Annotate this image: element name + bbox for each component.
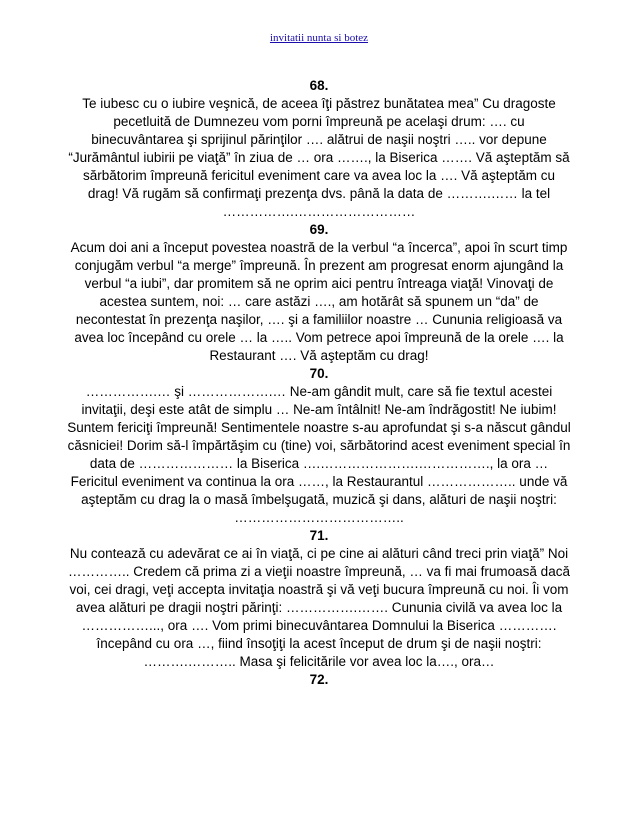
entry-text: Te iubesc cu o iubire veşnică, de aceea îţi păstrez bunătatea mea” Cu dragoste pecetluită de Dumnezeu vom porni împreună pe acelaşi drum: …. cu binecuvântarea şi sprijinul părinţilor …. alătrui de naşii noştri ….. vor depune “Jurământul iubirii pe viaţă” în ziua de … ora ……., la Biserica ……. Vă aşteptăm să sărbătorim împreună fericitul eveniment care va avea loc la …. Vă aşteptăm cu drag! Vă rugăm să confirmaţi prezenţa dvs. până la data de ……….…… la tel …………….……………………… (68, 96, 570, 219)
entry-number: 71. (309, 528, 329, 543)
entry-number: 68. (309, 78, 329, 93)
entry-text: …………….… şi ……………….… Ne-am gândit mult, care să fie textul acestei invitaţii, deşi este atât de simplu … Ne-am întâlnit! Ne-am îndrăgostit! Ne iubim! Suntem fericiţi împreună! Sentimentele noastre s-au aprofundat şi s-a născut gândul căsniciei! Dorim să-l împărtăşim cu (tine) voi, sărbătorind acest eveniment special în data de ………………… la Biserica ….………………….……………., la ora … Fericitul eveniment va continua la ora ……, la Restaurantul ……………….. unde vă aşteptăm cu drag la o masă îmbelşugată, muzică şi dans, alături de naşii noştri: ……………………………….. (67, 384, 571, 525)
invitation-entry-71 (68, 527, 570, 671)
entry-number: 69. (309, 222, 329, 237)
invitation-entry-69 (72, 221, 566, 365)
entry-number: 72. (309, 672, 329, 687)
entry-text: Nu contează cu adevărat ce ai în viaţă, ci pe cine ai alături când treci prin viaţă” Noi ………….. Credem că prima zi a vieţii noastre împreună, … va fi mai frumoasă dacă voi, cei dragi, veţi accepta invitaţia noastră şi vă veţi bucura împreună cu noi. Îi vom avea alături pe dragii noştri părinţi: …………….……. Cununia civilă va avea loc la ……………..., ora …. Vom primi binecuvântarea Domnului la Biserica …………. începând cu ora …, fiind însoţiţi la acest început de drum şi de naşii noştri: ……….……….. Masa şi felicitările vor avea loc la…., ora… (68, 546, 570, 669)
entry-text: Acum doi ani a început povestea noastră de la verbul “a încerca”, apoi în scurt timp conjugăm verbul “a merge” împreună. În prezent am progresat enorm ajungând la verbul “a iubi”, dar promitem să ne oprim aici pentru întreaga viaţă! Vinovaţi de acestea suntem, noi: … care astăzi …., am hotărât să spunem un “da” de necontestat în prezenţa naşilor, …. şi a familiilor noastre … Cununia religioasă va avea loc începând cu orele … la ….. Vom petrece apoi împreună de la orele …. la Restaurant …. Vă aşteptăm cu drag! (70, 240, 568, 363)
entry-number: 70. (309, 366, 329, 381)
header-link[interactable]: invitatii nunta si botez (269, 32, 369, 44)
invitation-entry-72 (72, 671, 566, 689)
invitation-entry-68 (68, 77, 570, 221)
invitation-entry-70 (67, 365, 571, 527)
